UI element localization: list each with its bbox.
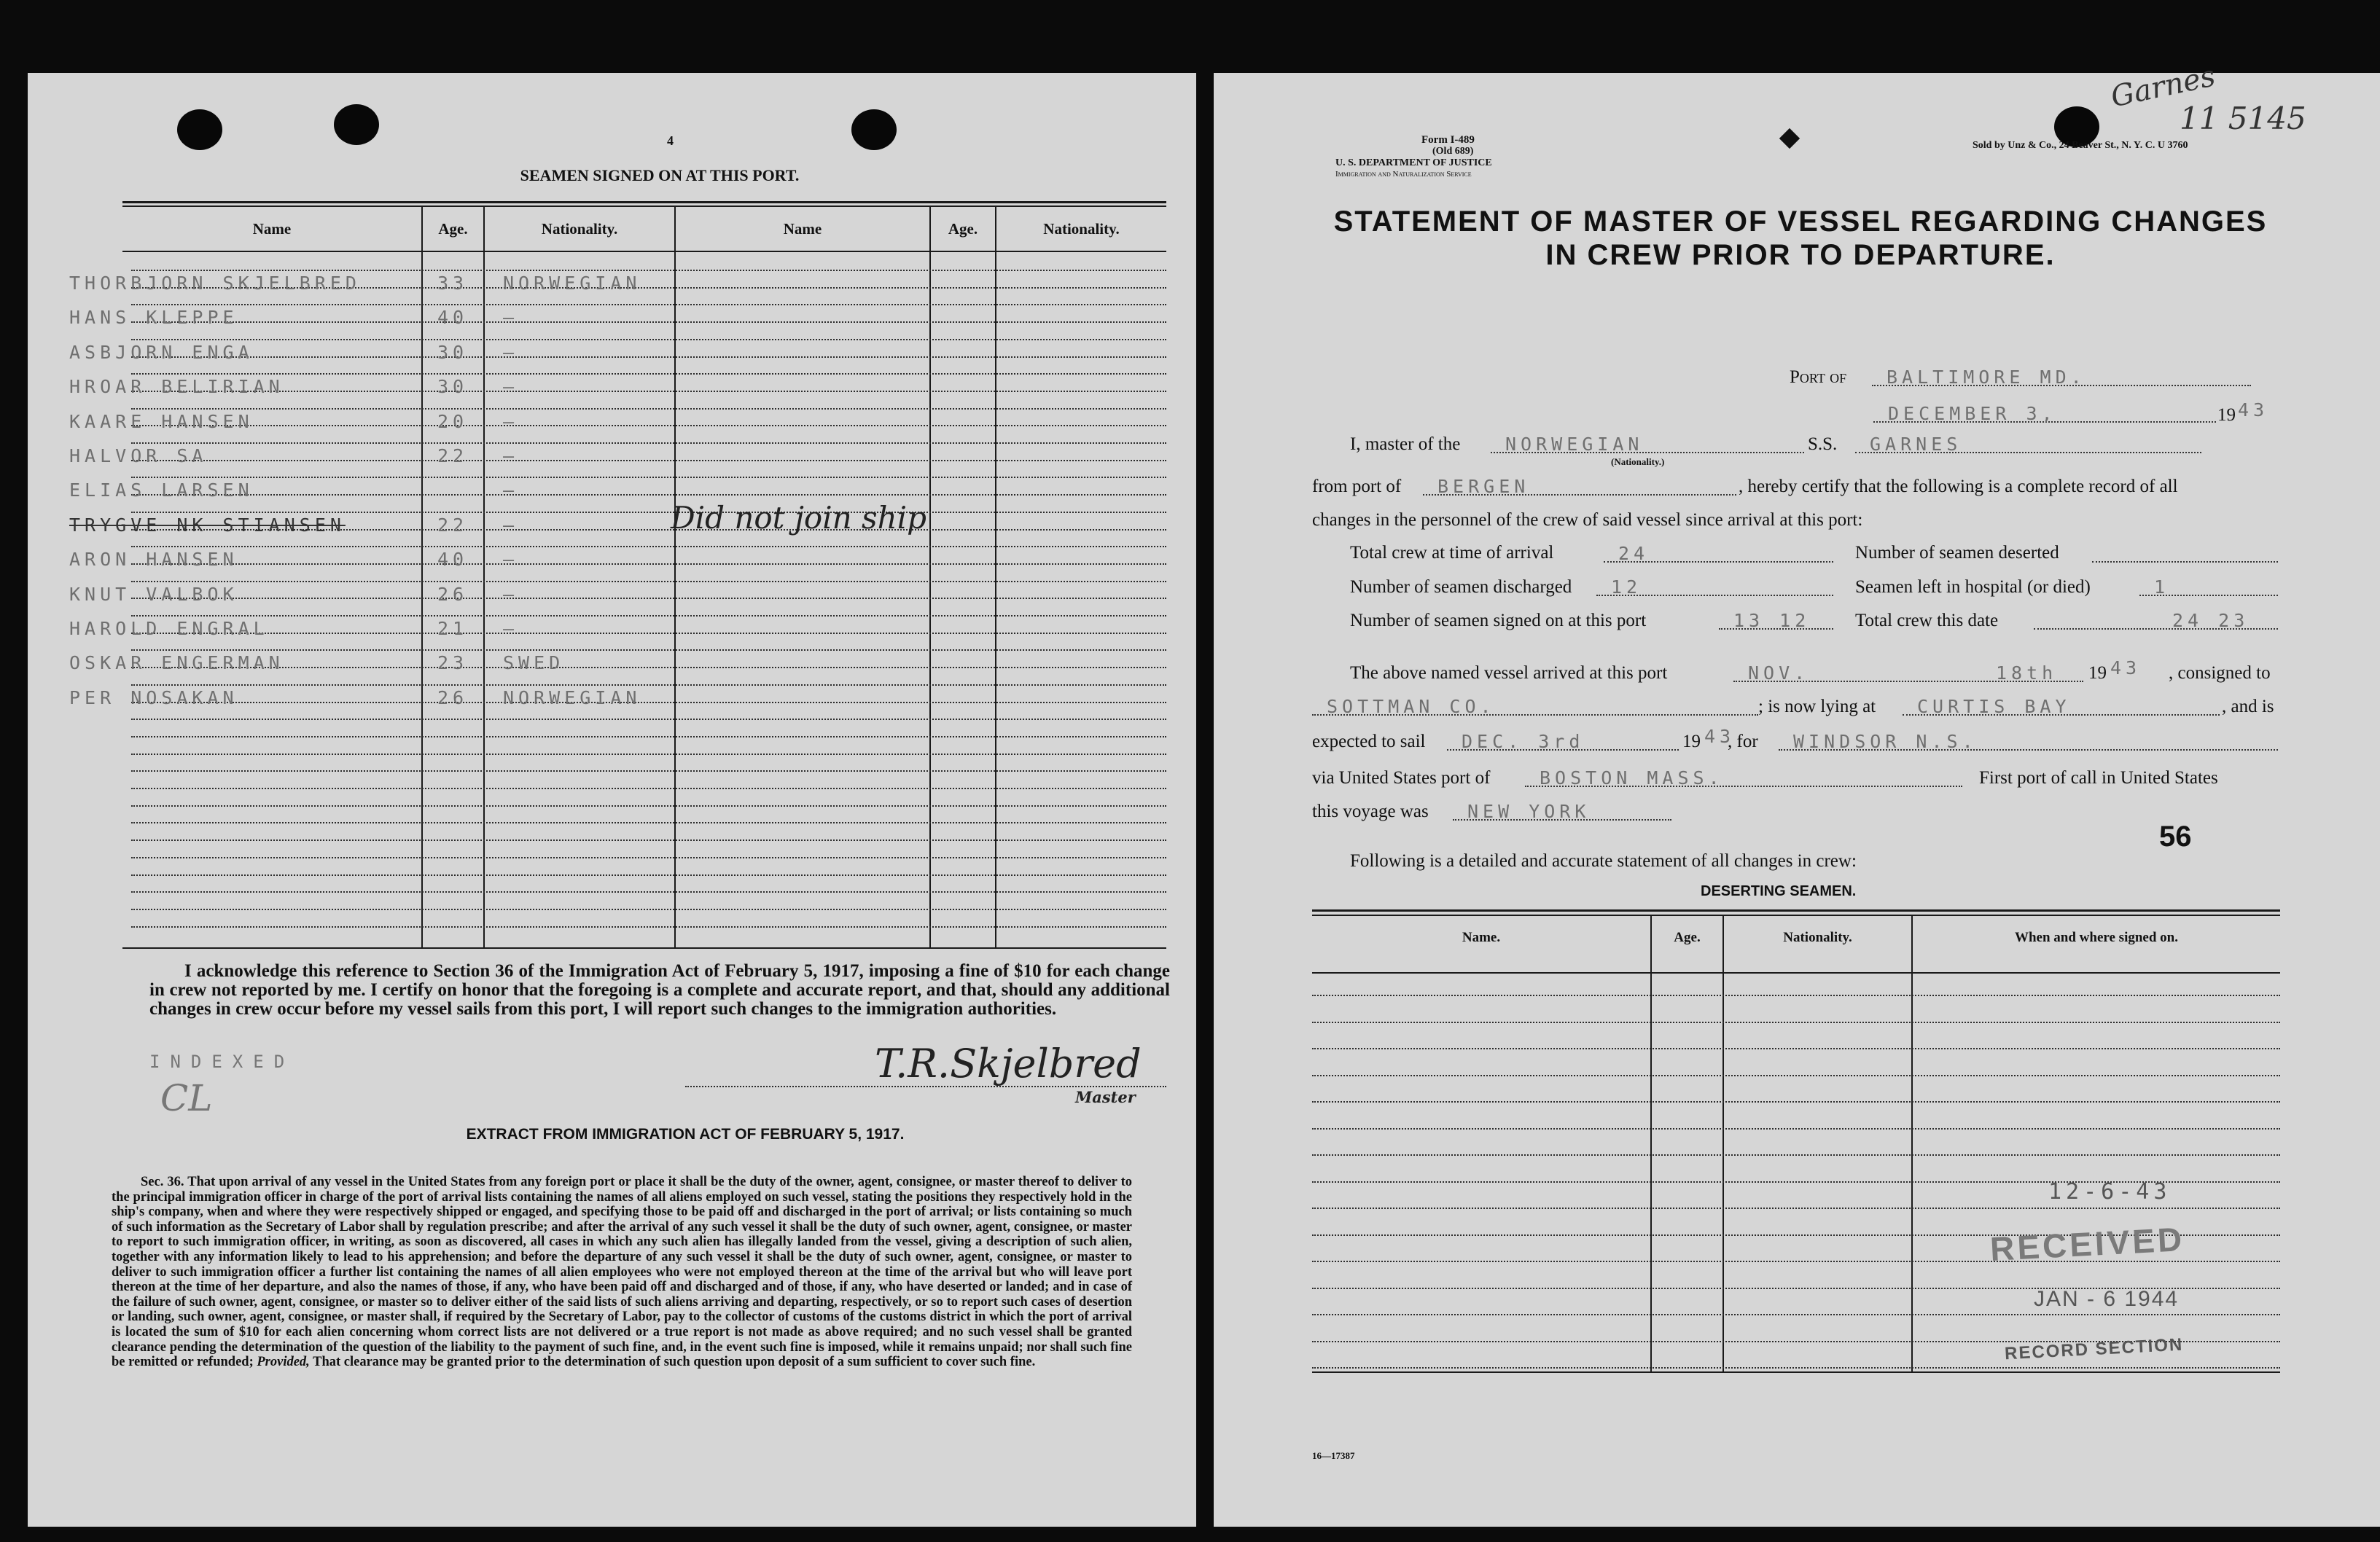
crew-row [69,514,725,544]
department: U. S. DEPARTMENT OF JUSTICE [1335,157,1492,168]
table-row-line [131,442,1166,444]
expected-label: expected to sail [1312,732,1426,751]
column-divider [1911,916,1913,1371]
and-is-label: , and is [2222,697,2274,716]
nationality-field: NORWEGIAN [1491,424,1804,453]
crew-row [69,549,725,578]
via-label: via United States port of [1312,768,1491,788]
expected-field: DEC. 3rd [1447,721,1679,751]
crew-nationality: NORWEGIAN [503,273,641,294]
first-port-label: First port of call in United States [1979,768,2218,788]
table-row-line [131,719,1166,720]
crew-nationality: — [503,549,519,570]
date-field: DECEMBER 3, [1873,394,2216,423]
table-row-line [131,615,1166,617]
column-header: Name. [1462,930,1501,945]
table-row-line [131,926,1166,928]
received-date: JAN - 6 1944 [2034,1287,2180,1311]
form-old: (Old 689) [1432,146,1474,157]
via-field: BOSTON MASS. [1525,758,1962,787]
extract-title: EXTRACT FROM IMMIGRATION ACT OF FEBRUARY 5, 1917. [466,1126,905,1143]
deserting-header-rule [1312,972,2280,974]
table-row-line [131,684,1166,686]
from-port-label: from port of [1312,477,1402,496]
crew-name: ELIAS LARSEN [69,480,254,501]
hospital-field: 1 [2139,567,2278,596]
right-form-page [1214,73,2380,1527]
service: Immigration and Naturalization Service [1335,170,1472,179]
section-36-text: Sec. 36. That upon arrival of any vessel in the United States from any foreign port or place it shall be the duty of the owner, agent, consignee, or master thereof to deliver to the principal immigration officer in charge of the port of arrival lists containing the names of all aliens employed on such vessel, stating the positions they respectively hold in the ship's company, when and where they were respectively shipped or engaged, and specifying those to be paid off and discharged in the port of arrival; or lists containing so much of such information as the Secretary of Labor shall by regulation prescribe; and after the arrival of any such vessel it shall be the duty of such owner, agent, consignee, or master to report to such immigration officer, in writing, as soon as discovered, all cases in which any such alien has illegally landed from the vessel, giving a description of such alien, together with any information likely to lead to his apprehension; and before the departure of any such vessel it shall be the duty of such owner, agent, consignee, or master to deliver to such immigration officer a further list containing the names of all alien employees who were not employed thereon at the time of the arrival but who will leave port thereon at the time of her departure, and also the names of those, if any, who have been paid off and discharged and of those, if any, who have deserted or landed; and in case of the failure of such owner, agent, consignee, or master so to deliver either of the said lists of such aliens arriving and departing, respectively, or so to report such cases of desertion or landing, such owner, agent, consignee, or master shall, if required by the Secretary of Labor, pay to the collector of customs of the customs district in which the port of arrival is located the sum of $10 for each alien concerning whom correct lists are not delivered or a true report is not made as above required; and no such vessel shall be granted clearance pending the determination of the question of the liability to the payment of such fine, and, in the event such fine is imposed, while it remains unpaid; nor shall such fine be remitted or refunded; Provided, That clearance may be granted prior to the determination of such question upon deposit of a sum sufficient to cover such fine. [112,1175,1132,1370]
total-crew-arrival-label: Total crew at time of arrival [1350,543,1554,563]
crew-age: 40 [437,549,469,570]
crew-age: 22 [437,514,469,536]
crew-name: TRYGVE NK STIANSEN [69,514,346,536]
table-row-line [1312,1314,2280,1315]
table-top-rule [122,206,1166,207]
consigned-label: , consigned to [2169,663,2271,683]
corner-note: Garnes [2107,59,2219,114]
column-divider [1722,916,1724,1371]
crew-row [69,307,725,336]
arrived-year: 43 [2110,657,2142,678]
vendor-line: Sold by Unz & Co., 24 Beaver St., N. Y. C. U 3760 [1973,140,2188,151]
crew-age: 23 [437,652,469,673]
handwritten-date: 12-6-43 [2048,1179,2172,1205]
punch-hole [851,109,897,150]
column-header: When and where signed on. [2014,930,2178,945]
destination-field: WINDSOR N.S. [1779,721,2278,751]
crew-age: 30 [437,376,469,397]
discharged-label: Number of seamen discharged [1350,577,1572,597]
table-row-line [1312,995,2280,996]
table-row-line [131,339,1166,340]
table-header-rule [122,251,1166,252]
port-field: BALTIMORE MD. [1872,357,2251,386]
table-row-line [131,581,1166,582]
column-header: Age. [438,220,468,238]
crew-row [69,342,725,371]
voyage-label: this voyage was [1312,802,1429,821]
column-header: Nationality. [1043,220,1120,238]
column-divider [1650,916,1652,1371]
master-label: I, master of the [1350,434,1461,454]
table-row-line [1312,1101,2280,1103]
table-row-line [131,754,1166,755]
table-row-line [131,373,1166,375]
table-row-line [131,874,1166,876]
lying-field: CURTIS BAY [1903,686,2220,716]
crew-row [69,618,725,647]
corner-number: 11 5145 [2180,101,2306,136]
table-row-line [131,909,1166,910]
sail-year: 43 [1704,726,1736,747]
crew-row [69,687,725,716]
table-row-line [1312,1075,2280,1076]
record-stamp: RECORD SECTION [2004,1334,2184,1364]
table-row-line [131,736,1166,737]
table-row-line [131,546,1166,547]
punch-hole [334,104,379,145]
crew-age: 26 [437,584,469,605]
year-prefix: 19 [2217,405,2236,425]
crew-row [69,376,725,405]
crew-name: HROAR BELIRIAN [69,376,284,397]
hospital-label: Seamen left in hospital (or died) [1855,577,2091,597]
crew-name: KNUT VALBOK [69,584,238,605]
crew-nationality: — [503,307,519,328]
crew-name: OSKAR ENGERMAN [69,652,284,673]
column-header: Nationality. [1783,930,1852,945]
form-title-line2: IN CREW PRIOR TO DEPARTURE. [1545,239,2056,271]
table-row-line [131,270,1166,271]
crew-row [69,480,725,509]
table-row-line [131,805,1166,807]
received-stamp: RECEIVED [1989,1220,2186,1268]
deserted-field [2092,533,2278,563]
acknowledgment-text: I acknowledge this reference to Section 36 of the Immigration Act of February 5, 1917, imposing a fine of $10 for each change in crew not reported by me. I certify on honor that the foregoing is a complete and accurate report, and that, should any additional changes in crew occur before my vessel sails from this port, I will report such changes to the immigration authorities. [149,961,1170,1019]
deserting-title: DESERTING SEAMEN. [1701,883,1857,899]
table-row-line [1312,1048,2280,1049]
crew-nationality: SWED [503,652,565,673]
deserted-label: Number of seamen deserted [1855,543,2059,563]
table-top-rule [122,201,1166,203]
column-header: Name [783,220,822,238]
table-row-line [1312,1154,2280,1156]
crew-row [69,445,725,474]
port-label: Port of [1790,367,1847,387]
crew-name: HAROLD ENGRAL [69,618,269,639]
signature-label: Master [1075,1088,1136,1106]
crew-age: 26 [437,687,469,708]
master-signature: T.R.Skjelbred [875,1041,1142,1087]
crew-row [69,652,725,681]
crew-row [69,273,725,302]
arrived-year-prefix: 19 [2088,663,2107,683]
column-header: Nationality. [541,220,618,238]
nationality-caption: (Nationality.) [1611,456,1665,467]
total-crew-date-field: 24 23 [2034,600,2278,630]
table-row-line [131,857,1166,858]
number-stamp: 56 [2159,821,2192,853]
table-row-line [131,891,1166,893]
crew-age: 20 [437,411,469,432]
table-bottom-rule [122,947,1166,949]
crew-name: THORBJORN SKJELBRED [69,273,361,294]
crew-nationality: — [503,445,519,466]
crew-nationality: — [503,514,519,536]
ship-name-field: GARNES [1855,424,2201,453]
sail-year-prefix: 19 [1682,732,1701,751]
table-row-line [131,304,1166,305]
table-row-line [131,840,1166,841]
following-text: Following is a detailed and accurate statement of all changes in crew: [1350,851,1857,871]
table-row-line [131,649,1166,651]
section-label: Sec. 36. [141,1175,184,1189]
table-row-line [131,788,1166,789]
crew-age: 21 [437,618,469,639]
changes-text: changes in the personnel of the crew of said vessel since arrival at this port: [1312,510,1863,530]
for-label: , for [1728,732,1758,751]
crew-name: HANS KLEPPE [69,307,238,328]
crew-nationality: — [503,618,519,639]
crew-row [69,411,725,440]
crew-row [69,584,725,613]
form-title-line1: STATEMENT OF MASTER OF VESSEL REGARDING CHANGES [1333,206,2268,238]
crew-name: PER NOSAKAN [69,687,238,708]
signed-on-field: 13 12 [1719,600,1833,630]
arrived-field: NOV. 18th [1733,653,2083,682]
column-header: Age. [1674,930,1701,945]
ss-label: S.S. [1808,434,1838,454]
crew-nationality: — [503,480,519,501]
table-row-line [131,408,1166,410]
did-not-join-note: Did not join ship [671,500,926,536]
crew-name: KAARE HANSEN [69,411,254,432]
year-value: 43 [2238,399,2269,420]
table-row-line [131,477,1166,478]
certify-text: , hereby certify that the following is a complete record of all [1739,477,2178,496]
column-divider [929,207,931,947]
table-row-line [1312,1208,2280,1209]
column-header: Age. [948,220,978,238]
table-row-line [1312,1022,2280,1023]
table-row-line [1312,1367,2280,1369]
column-divider [995,207,996,947]
discharged-field: 12 [1596,567,1833,596]
indexed-initials: CL [160,1077,213,1119]
arrived-label: The above named vessel arrived at this port [1350,663,1668,683]
crew-nationality: — [503,376,519,397]
crew-age: 40 [437,307,469,328]
total-crew-arrival-field: 24 [1604,533,1833,563]
table-row-line [131,512,1166,513]
signed-on-label: Number of seamen signed on at this port [1350,611,1647,630]
crew-age: 22 [437,445,469,466]
crew-name: HALVOR SA [69,445,208,466]
crew-age: 33 [437,273,469,294]
lying-label: ; is now lying at [1758,697,1876,716]
column-header: Name [252,220,292,238]
voyage-field: NEW YORK [1453,791,1671,821]
crew-nationality: — [503,342,519,363]
deserting-top-rule [1312,909,2280,912]
consignee-field: SOTTMAN CO. [1312,686,1758,716]
deserting-top-rule [1312,915,2280,916]
total-crew-date-label: Total crew this date [1855,611,1999,630]
page-number: 4 [667,133,674,148]
section-title: SEAMEN SIGNED ON AT THIS PORT. [520,166,800,184]
footer-code: 16—17387 [1312,1450,1355,1461]
crew-age: 30 [437,342,469,363]
indexed-stamp: INDEXED [149,1052,295,1072]
crew-nationality: — [503,584,519,605]
table-row-line [131,770,1166,772]
crew-nationality: — [503,411,519,432]
table-row-line [1312,1128,2280,1130]
form-number: Form I-489 [1421,134,1475,146]
crew-name: ARON HANSEN [69,549,238,570]
punch-hole [177,109,222,150]
crew-nationality: NORWEGIAN [503,687,641,708]
from-port-field: BERGEN [1423,466,1736,496]
table-row-line [131,822,1166,823]
table-bottom-rule [1312,1371,2280,1373]
crew-name: ASBJORN ENGA [69,342,254,363]
